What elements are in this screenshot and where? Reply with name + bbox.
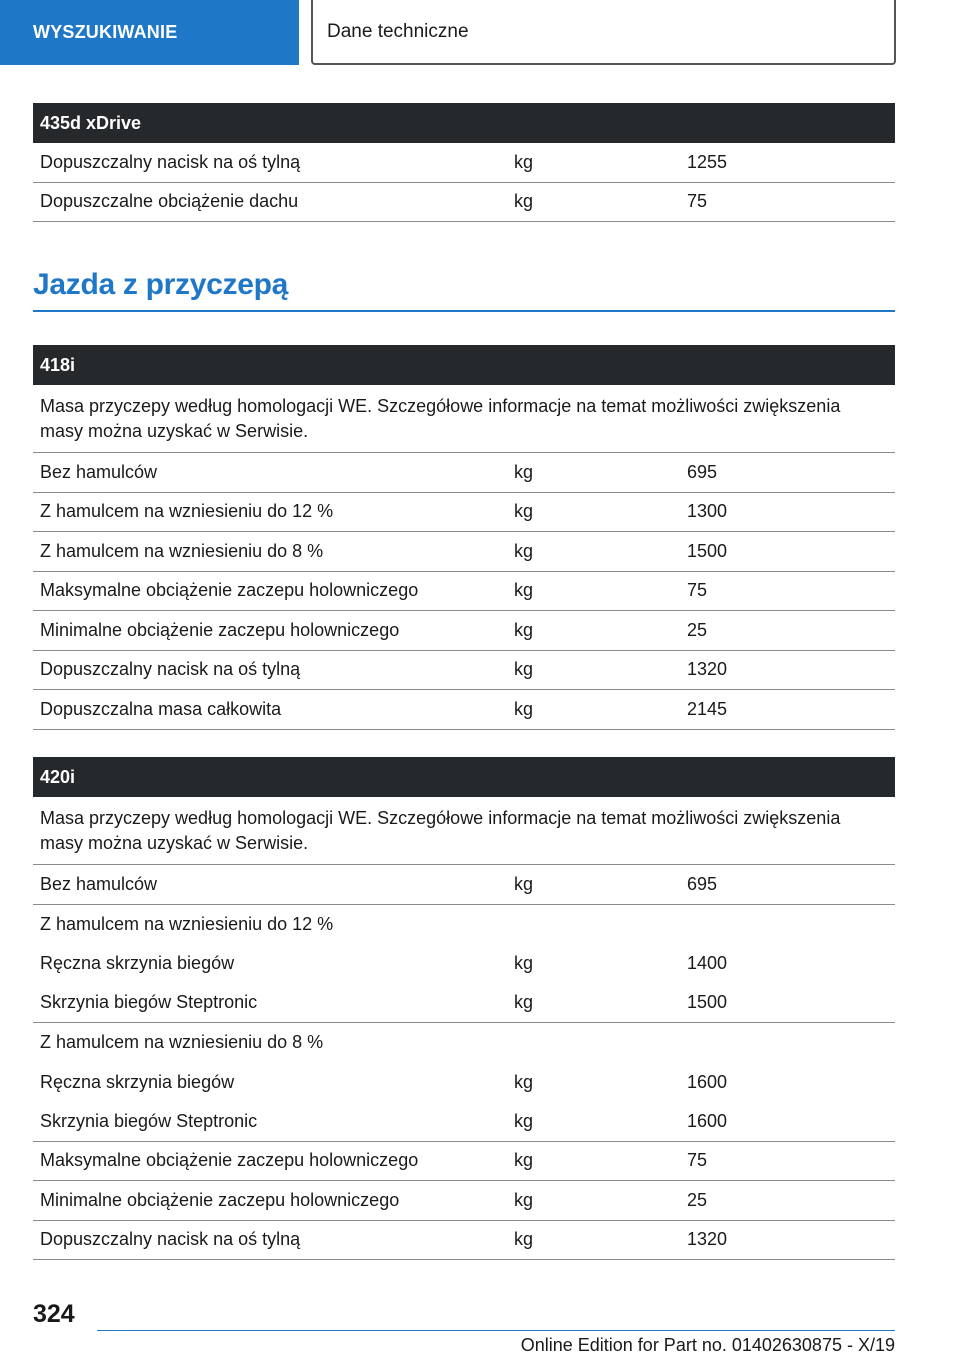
table-title: 435d xDrive bbox=[33, 103, 895, 143]
row-unit: kg bbox=[514, 1150, 534, 1171]
row-label: Ręczna skrzynia biegów bbox=[40, 1071, 235, 1092]
row-value: 1500 bbox=[687, 540, 728, 561]
row-unit: kg bbox=[514, 191, 534, 212]
table-row bbox=[33, 572, 895, 612]
section-title-tab bbox=[311, 0, 896, 65]
table-row bbox=[33, 1102, 895, 1142]
table-row bbox=[33, 690, 895, 730]
row-unit: kg bbox=[514, 461, 534, 482]
row-unit: kg bbox=[514, 1071, 534, 1092]
table-row bbox=[33, 651, 895, 691]
table-row bbox=[33, 905, 895, 945]
table-row bbox=[33, 865, 895, 905]
page-number: 324 bbox=[33, 1300, 75, 1328]
row-value: 695 bbox=[687, 873, 718, 894]
row-label: Dopuszczalne obciążenie dachu bbox=[40, 191, 299, 212]
table-row bbox=[33, 1063, 895, 1103]
section-title: Dane techniczne bbox=[327, 20, 469, 42]
row-value: 25 bbox=[687, 619, 708, 640]
row-value: 1400 bbox=[687, 953, 728, 974]
row-value: 695 bbox=[687, 461, 718, 482]
row-unit: kg bbox=[514, 1110, 534, 1131]
row-unit: kg bbox=[514, 659, 534, 680]
row-label: Ręczna skrzynia biegów bbox=[40, 953, 235, 974]
table-row bbox=[33, 1023, 895, 1063]
row-value: 2145 bbox=[687, 698, 728, 719]
row-label: Bez hamulców bbox=[40, 461, 158, 482]
row-value: 1600 bbox=[687, 1071, 728, 1092]
row-value: 1255 bbox=[687, 151, 728, 172]
table-420i bbox=[33, 757, 895, 1260]
row-label: Z hamulcem na wzniesieniu do 12 % bbox=[40, 913, 334, 934]
row-unit: kg bbox=[514, 1229, 534, 1250]
row-unit: kg bbox=[514, 540, 534, 561]
row-label: Dopuszczalny nacisk na oś tylną bbox=[40, 659, 301, 680]
row-unit: kg bbox=[514, 151, 534, 172]
row-value: 75 bbox=[687, 1150, 708, 1171]
search-tab-label: WYSZUKIWANIE bbox=[33, 22, 178, 42]
table-note: Masa przyczepy według homologacji WE. Szczegółowe informacje na temat możliwości zwiększenia masy można uzyskać w Serwisie. bbox=[33, 385, 895, 453]
row-label: Z hamulcem na wzniesieniu do 8 % bbox=[40, 540, 324, 561]
row-label: Dopuszczalna masa całkowita bbox=[40, 698, 282, 719]
row-label: Minimalne obciążenie zaczepu holowniczego bbox=[40, 1189, 400, 1210]
row-label: Z hamulcem na wzniesieniu do 8 % bbox=[40, 1032, 324, 1053]
table-row bbox=[33, 532, 895, 572]
row-unit: kg bbox=[514, 953, 534, 974]
row-label: Maksymalne obciążenie zaczepu holowniczego bbox=[40, 580, 419, 601]
table-row bbox=[33, 944, 895, 984]
row-value: 1320 bbox=[687, 1229, 728, 1250]
row-label: Minimalne obciążenie zaczepu holowniczego bbox=[40, 619, 400, 640]
row-unit: kg bbox=[514, 1189, 534, 1210]
table-row bbox=[33, 1221, 895, 1261]
table-title: 418i bbox=[33, 345, 895, 385]
row-unit: kg bbox=[514, 501, 534, 522]
edition-text: Online Edition for Part no. 01402630875 - X/19 bbox=[520, 1335, 895, 1355]
table-row bbox=[33, 183, 895, 223]
section-heading: Jazda z przyczepą bbox=[33, 268, 895, 312]
table-435d-xdrive bbox=[33, 103, 895, 222]
row-unit: kg bbox=[514, 619, 534, 640]
table-row bbox=[33, 611, 895, 651]
table-note: Masa przyczepy według homologacji WE. Szczegółowe informacje na temat możliwości zwiększenia masy można uzyskać w Serwisie. bbox=[33, 797, 895, 865]
table-row bbox=[33, 453, 895, 493]
search-tab[interactable] bbox=[0, 0, 299, 65]
row-label: Z hamulcem na wzniesieniu do 12 % bbox=[40, 501, 334, 522]
row-unit: kg bbox=[514, 873, 534, 894]
row-value: 75 bbox=[687, 580, 708, 601]
row-value: 1320 bbox=[687, 659, 728, 680]
row-unit: kg bbox=[514, 992, 534, 1013]
row-label: Dopuszczalny nacisk na oś tylną bbox=[40, 1229, 301, 1250]
table-row bbox=[33, 984, 895, 1024]
table-row bbox=[33, 143, 895, 183]
row-value: 75 bbox=[687, 191, 708, 212]
table-row bbox=[33, 493, 895, 533]
row-label: Skrzynia biegów Steptronic bbox=[40, 1110, 258, 1131]
row-unit: kg bbox=[514, 698, 534, 719]
row-label: Maksymalne obciążenie zaczepu holowniczego bbox=[40, 1150, 419, 1171]
row-label: Dopuszczalny nacisk na oś tylną bbox=[40, 151, 301, 172]
row-value: 1500 bbox=[687, 992, 728, 1013]
table-row bbox=[33, 1142, 895, 1182]
row-unit: kg bbox=[514, 580, 534, 601]
footer-divider bbox=[97, 1330, 895, 1331]
table-title: 420i bbox=[33, 757, 895, 797]
row-value: 1600 bbox=[687, 1110, 728, 1131]
row-value: 25 bbox=[687, 1189, 708, 1210]
row-label: Bez hamulców bbox=[40, 873, 158, 894]
table-row bbox=[33, 1181, 895, 1221]
row-label: Skrzynia biegów Steptronic bbox=[40, 992, 258, 1013]
row-value: 1300 bbox=[687, 501, 728, 522]
table-418i bbox=[33, 345, 895, 730]
